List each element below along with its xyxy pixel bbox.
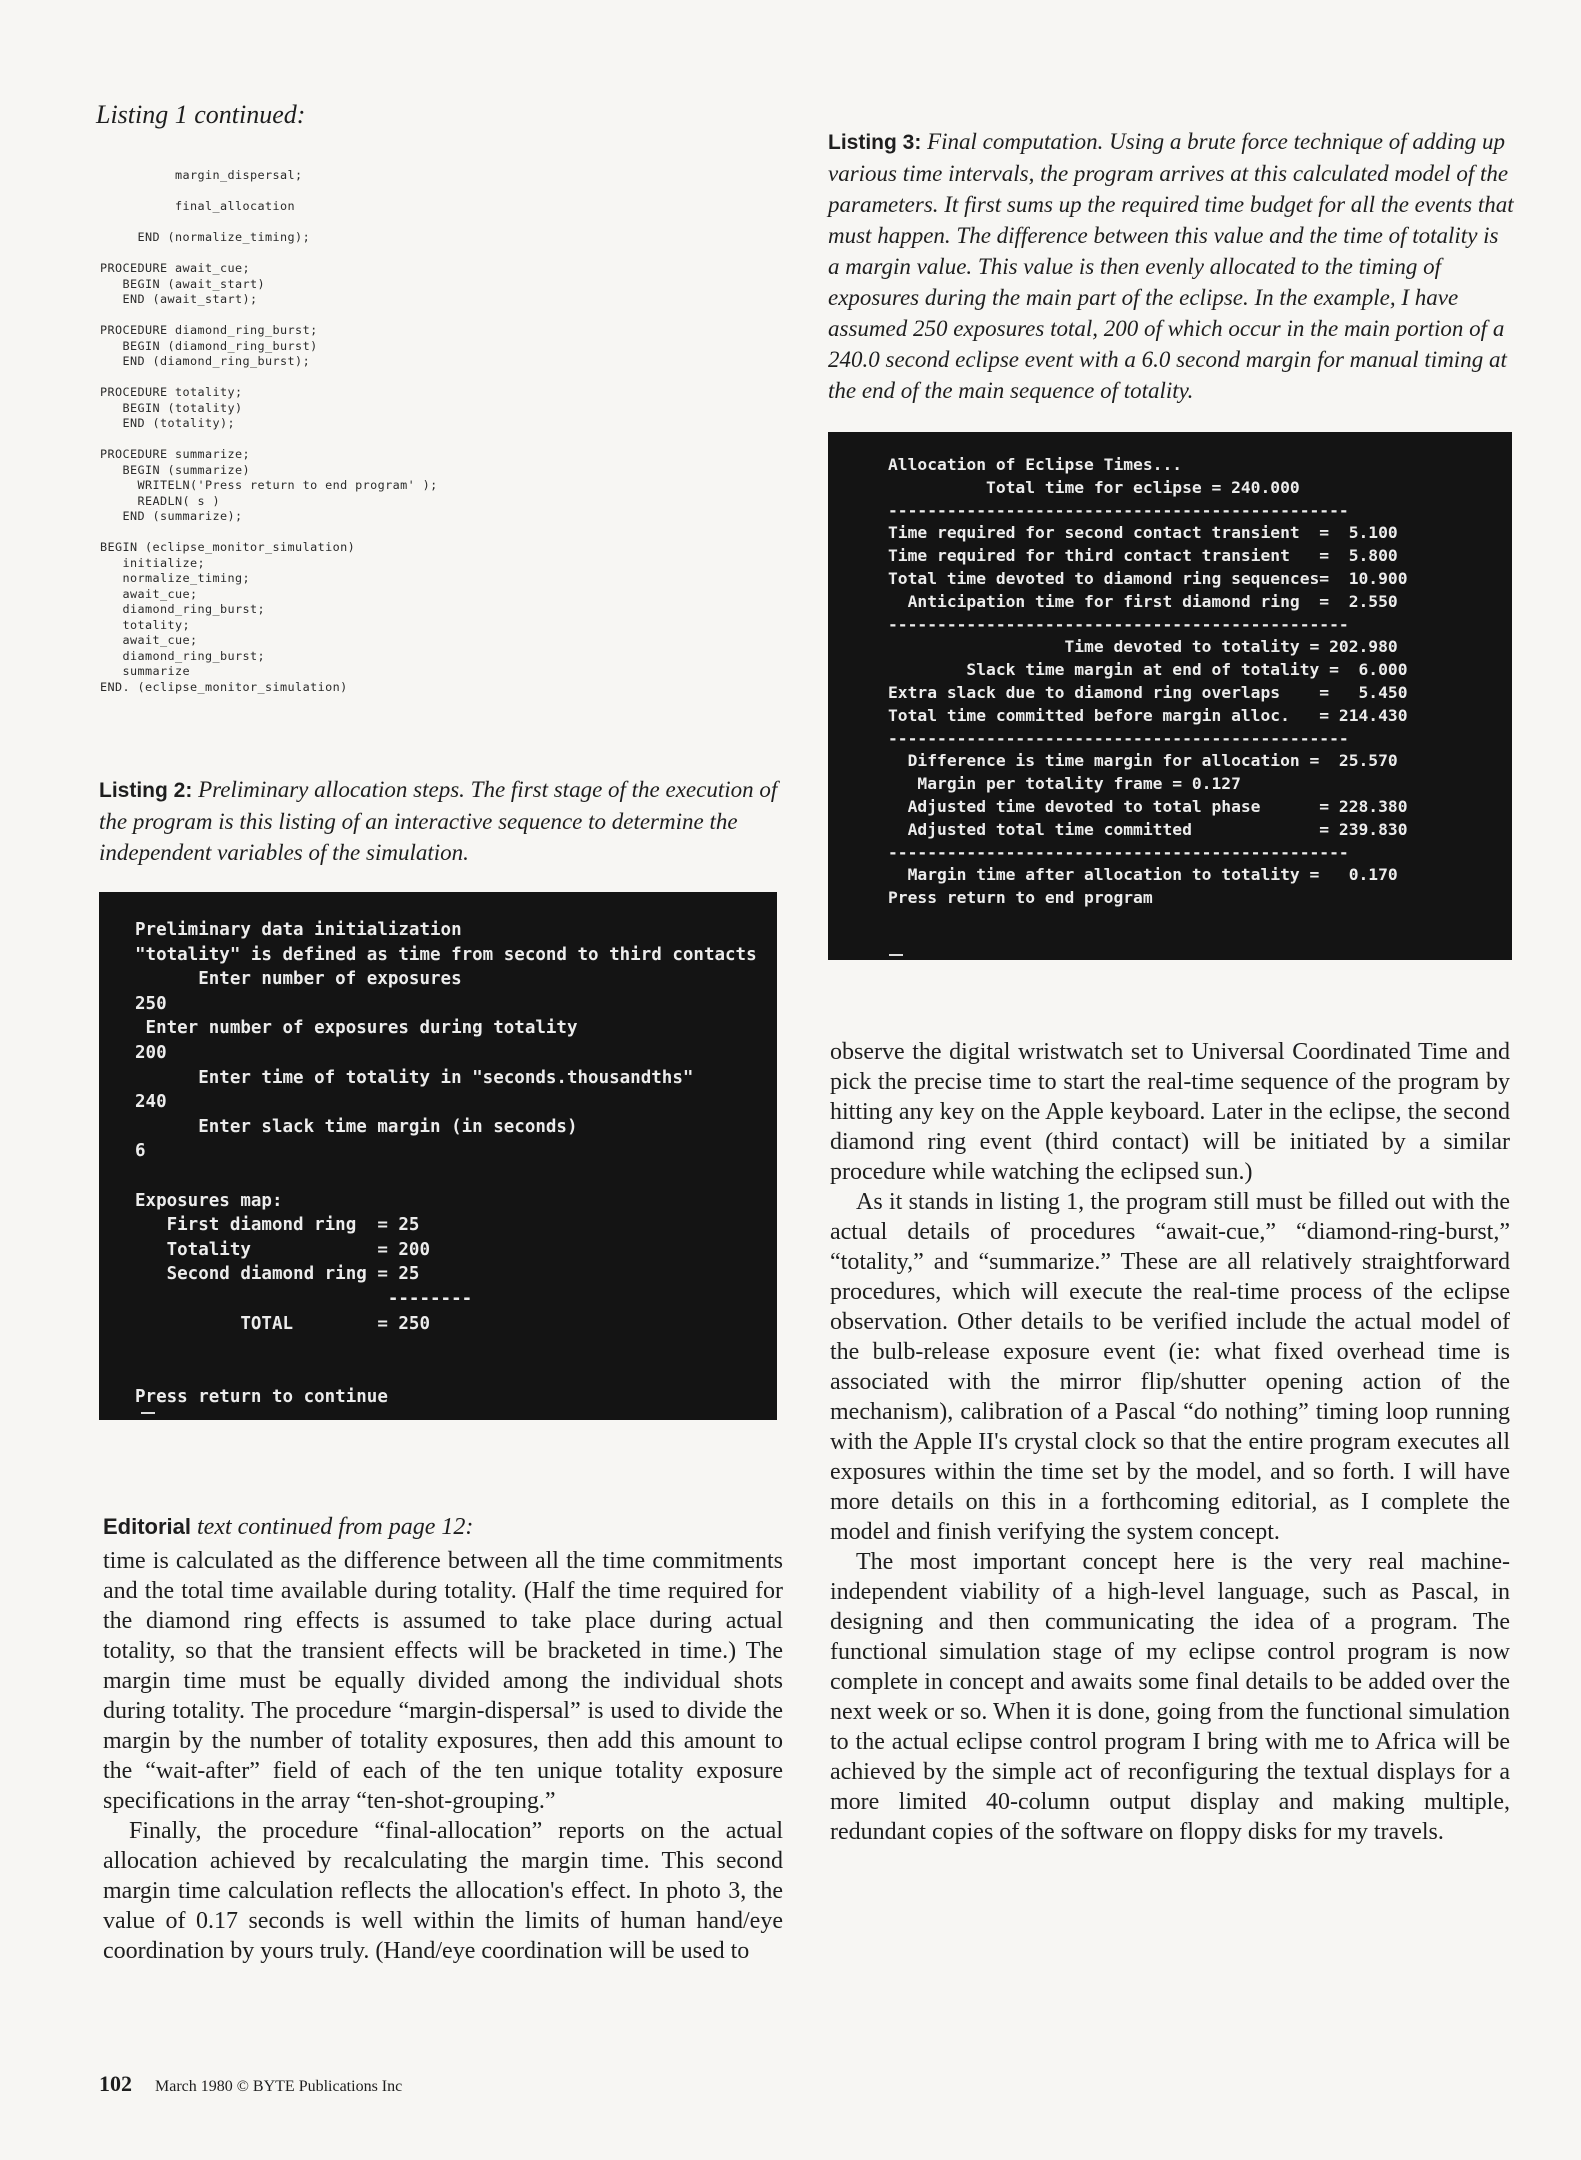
editorial-heading [103, 1512, 783, 1542]
editorial-label: Editorial [103, 1514, 192, 1539]
editorial-paragraph: As it stands in listing 1, the program still must be filled out with the actual details of procedures “await-cue,” “diamond-ring-burst,” “totality,” and “summarize.” These are all relatively straightforward procedures, which will execute the real-time process of the eclipse observation. Other details to be verified include the actual model of the bulb-release exposure event (ie: what fixed overhead time is associated with the mirror flip/shutter opening action of the mechanism), calibration of a Pascal “do nothing” timing loop running with the Apple II's crystal clock so that the entire program executes all exposures within the time set by the model, and so forth. I will have more details on this in a forthcoming editorial, as I complete the model and finish verifying the system concept. [830, 1189, 1510, 1545]
editorial-continued: text continued from page 12: [197, 1514, 474, 1540]
listing2-cursor [141, 1412, 155, 1414]
listing1-heading: Listing 1 continued: [96, 100, 306, 129]
editorial-paragraph: observe the digital wristwatch set to Universal Coordinated Time and pick the precise time to start the real-time sequence of the program by hitting any key on the Apple keyboard. Later in the eclipse, the second diamond ring event (third contact) will be initiated by a similar procedure while watching the eclipsed sun.) [830, 1039, 1510, 1185]
editorial-right-column [830, 1037, 1510, 1847]
listing2-caption [99, 774, 783, 868]
listing3-cursor [889, 954, 903, 956]
footer-source: March 1980 © BYTE Publications Inc [155, 2078, 403, 2095]
listing3-screen: Allocation of Eclipse Times... Total time for eclipse = 240.000 ----------------------------------------------- Time required for second contact transient = 5.100 Time required for third contact transient = 5.800 Total time devoted to diamond ring sequences= 10.900 Anticipation time for first diamond ring = 2.550 ----------------------------------------------- Time devoted to totality = 202.980 Slack time margin at end of totality = 6.000 Extra slack due to diamond ring overlaps = 5.450 Total time committed before margin alloc. = 214.430 ----------------------------------------------- Difference is time margin for allocation = 25.570 Margin per totality frame = 0.127 Adjusted time devoted to total phase = 228.380 Adjusted total time committed = 239.830 ----------------------------------------------- Margin time after allocation to totality = 0.170 Press return to end program [828, 432, 1512, 960]
page-number: 102 [99, 2071, 132, 2096]
listing1-code: margin_dispersal; final_allocation END (normalize_timing); PROCEDURE await_cue; BEGIN (await_start) END (await_start); PROCEDURE diamond_ring_burst; BEGIN (diamond_ring_burst) END (diamond_ring_burst); PROCEDURE totality; BEGIN (totality) END (totality); PROCEDURE summarize; BEGIN (summarize) WRITELN('Press return to end program' ); READLN( s ) END (summarize); BEGIN (eclipse_monitor_simulation) initialize; normalize_timing; await_cue; diamond_ring_burst; totality; await_cue; diamond_ring_burst; summarize END. (eclipse_monitor_simulation) [100, 168, 438, 694]
listing2-caption-text: Preliminary allocation steps. The first stage of the execution of the program is this listing of an interactive sequence to determine the independent variables of the simulation. [99, 777, 778, 865]
listing3-caption-text: Final computation. Using a brute force technique of adding up various time intervals, the program arrives at this calculated model of the parameters. It first sums up the required time budget for all the events that must happen. The difference between this value and the time of totality is a margin value. This value is then evenly allocated to the timing of exposures during the main part of the eclipse. In the example, I have assumed 250 exposures total, 200 of which occur in the main portion of a 240.0 second eclipse event with a 6.0 second margin for manual timing at the end of the main sequence of totality. [828, 129, 1514, 403]
editorial-paragraph: Finally, the procedure “final-allocation” reports on the actual allocation achieved by recalculating the margin time. This second margin time calculation reflects the allocation's effect. In photo 3, the value of 0.17 seconds is well within the limits of human hand/eye coordination by yours truly. (Hand/eye coordination will be used to [103, 1818, 783, 1964]
page-footer [99, 2071, 402, 2097]
editorial-paragraph: The most important concept here is the very real machine-independent viability of a high-level language, such as Pascal, in designing and then communicating the idea of a program. The functional simulation stage of my eclipse control program is now complete in concept and awaits some final details to be added over the next week or so. When it is done, going from the functional simulation to the actual eclipse control program I bring with me to Africa will be achieved by the simple act of reconfiguring the textual displays for a more limited 40-column output display and making multiple, redundant copies of the software on floppy disks for my travels. [830, 1549, 1510, 1845]
listing3-caption [828, 126, 1514, 406]
editorial-paragraph: time is calculated as the difference between all the time commitments and the total time available during totality. (Half the time required for the diamond ring effects is assumed to take place during actual totality, so that the transient effects will be bracketed in time.) The margin time must be equally divided among the individual shots during totality. The procedure “margin-dispersal” is used to divide the margin by the number of totality exposures, then add this amount to the “wait-after” field of each of the ten unique totality exposure specifications in the array “ten-shot-grouping.” [103, 1548, 783, 1814]
listing3-label: Listing 3: [828, 131, 922, 154]
listing2-label: Listing 2: [99, 779, 193, 802]
editorial-left-column [103, 1512, 783, 1966]
listing2-screen: Preliminary data initialization "totality" is defined as time from second to third contacts Enter number of exposures 250 Enter number of exposures during totality 200 Enter time of totality in "seconds.thousandths" 240 Enter slack time margin (in seconds) 6 Exposures map: First diamond ring = 25 Totality = 200 Second diamond ring = 25 -------- TOTAL = 250 Press return to continue [99, 892, 777, 1420]
